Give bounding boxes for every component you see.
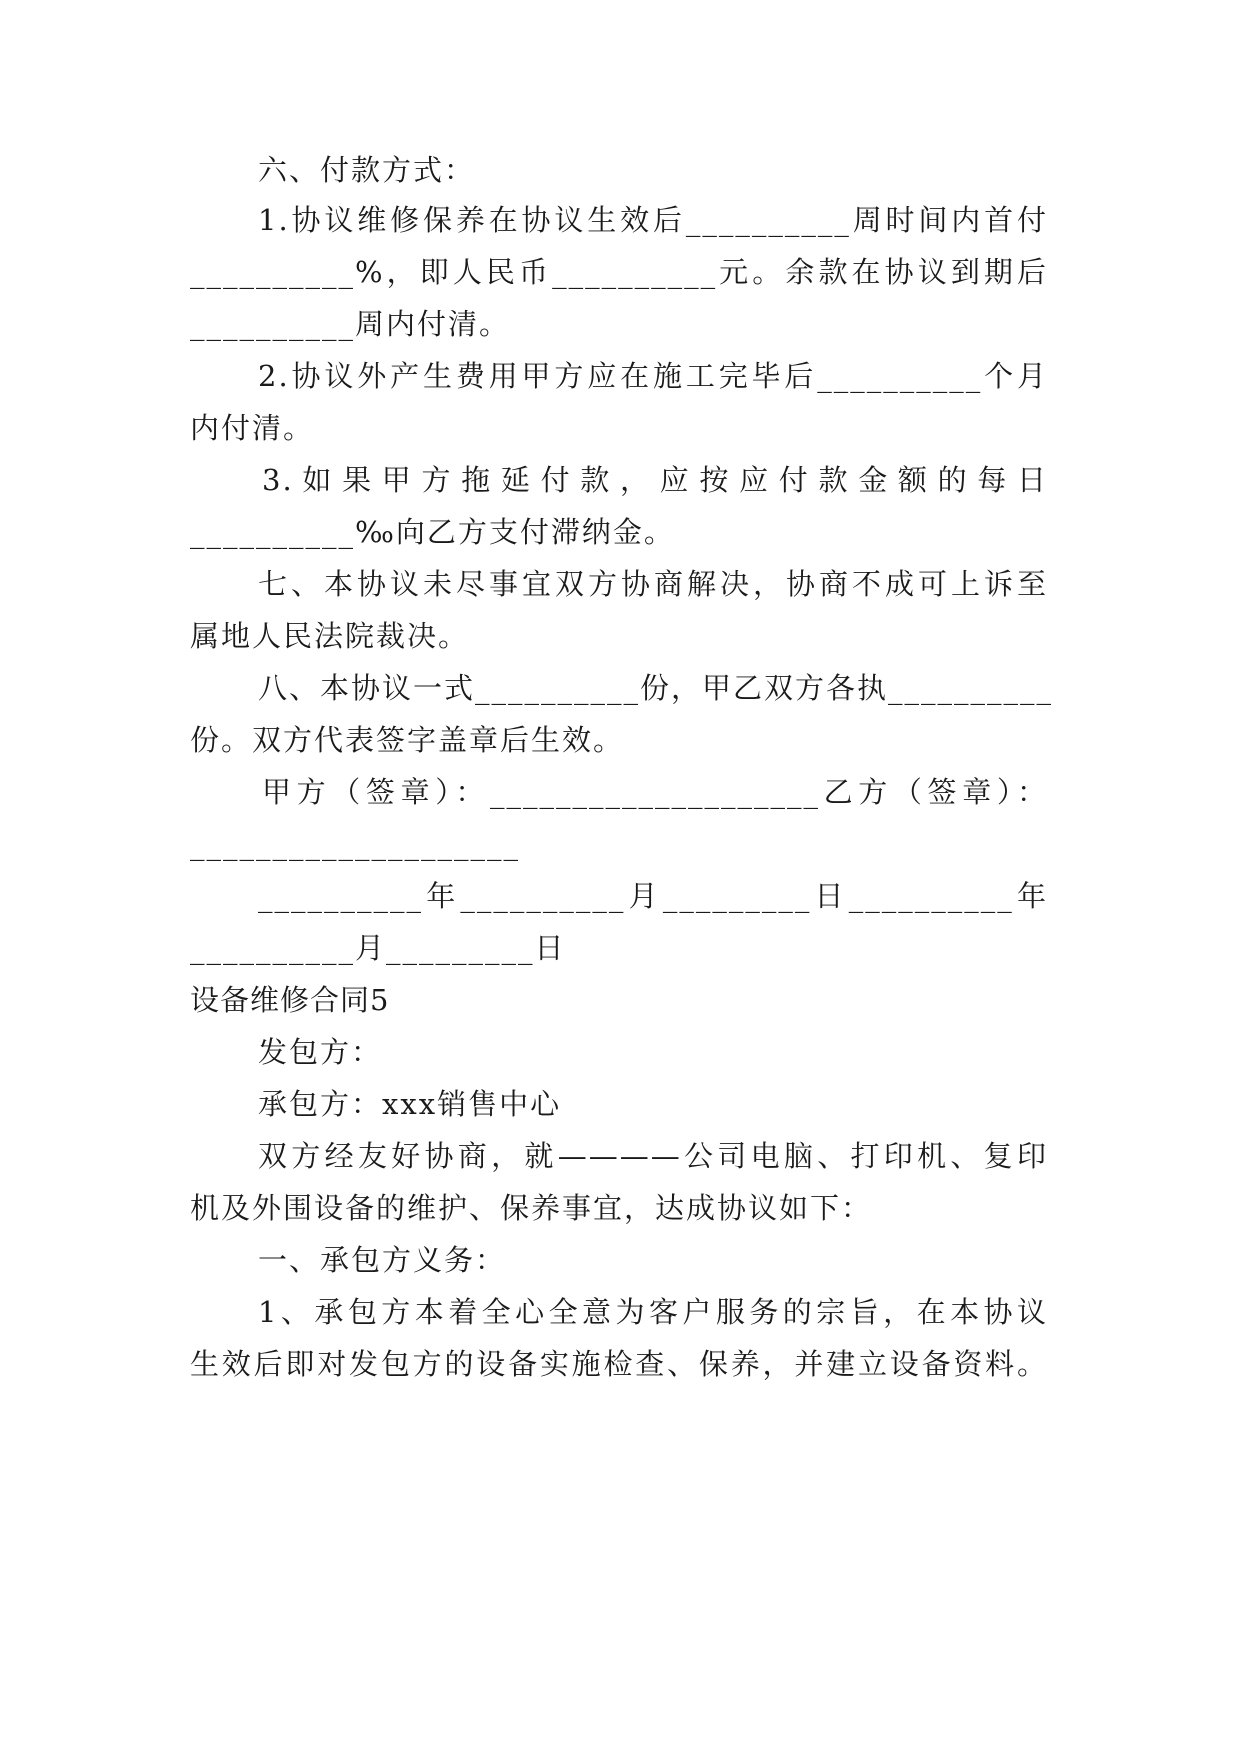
- signature-blank: ____________________: [190, 827, 520, 861]
- section-six-heading: 六、付款方式：: [258, 153, 476, 187]
- section-eight-line-2: 份。双方代表签字盖章后生效。: [190, 723, 625, 757]
- signature-line: 甲方（签章）：____________________乙方（签章）：: [262, 775, 1048, 809]
- section-one-heading: 一、承包方义务：: [258, 1243, 507, 1277]
- section-eight-line-1: 八、本协议一式__________份，甲乙双方各执__________: [258, 671, 1054, 705]
- payment-clause-2-line-2: 内付清。: [190, 411, 315, 445]
- contractor-label: 承包方：xxx销售中心: [258, 1087, 562, 1121]
- intro-line-1: 双方经友好协商，就————公司电脑、打印机、复印: [258, 1139, 1048, 1173]
- payment-clause-1-line-2: __________%，即人民币__________元。余款在协议到期后: [190, 255, 1048, 289]
- section-seven-line-1: 七、本协议未尽事宜双方协商解决，协商不成可上诉至: [258, 567, 1048, 601]
- date-line-2: __________月_________日: [190, 931, 566, 965]
- section-seven-line-2: 属地人民法院裁决。: [190, 619, 470, 653]
- payment-clause-3-line-1: 3.如果甲方拖延付款，应按应付款金额的每日: [262, 463, 1048, 497]
- obligation-1-line-1: 1、承包方本着全心全意为客户服务的宗旨，在本协议: [258, 1295, 1048, 1329]
- intro-line-2: 机及外围设备的维护、保养事宜，达成协议如下：: [190, 1191, 873, 1225]
- payment-clause-3-line-2: __________‰向乙方支付滞纳金。: [190, 515, 675, 549]
- payment-clause-2-line-1: 2.协议外产生费用甲方应在施工完毕后__________个月: [258, 359, 1048, 393]
- obligation-1-line-2: 生效后即对发包方的设备实施检查、保养，并建立设备资料。: [190, 1347, 1048, 1381]
- payment-clause-1-line-1: 1.协议维修保养在协议生效后__________周时间内首付: [258, 203, 1048, 237]
- payment-clause-1-line-3: __________周内付清。: [190, 307, 511, 341]
- contract-title: 设备维修合同5: [190, 983, 390, 1017]
- employer-label: 发包方：: [258, 1035, 383, 1069]
- date-line-1: __________年__________月_________日__________年: [258, 879, 1048, 913]
